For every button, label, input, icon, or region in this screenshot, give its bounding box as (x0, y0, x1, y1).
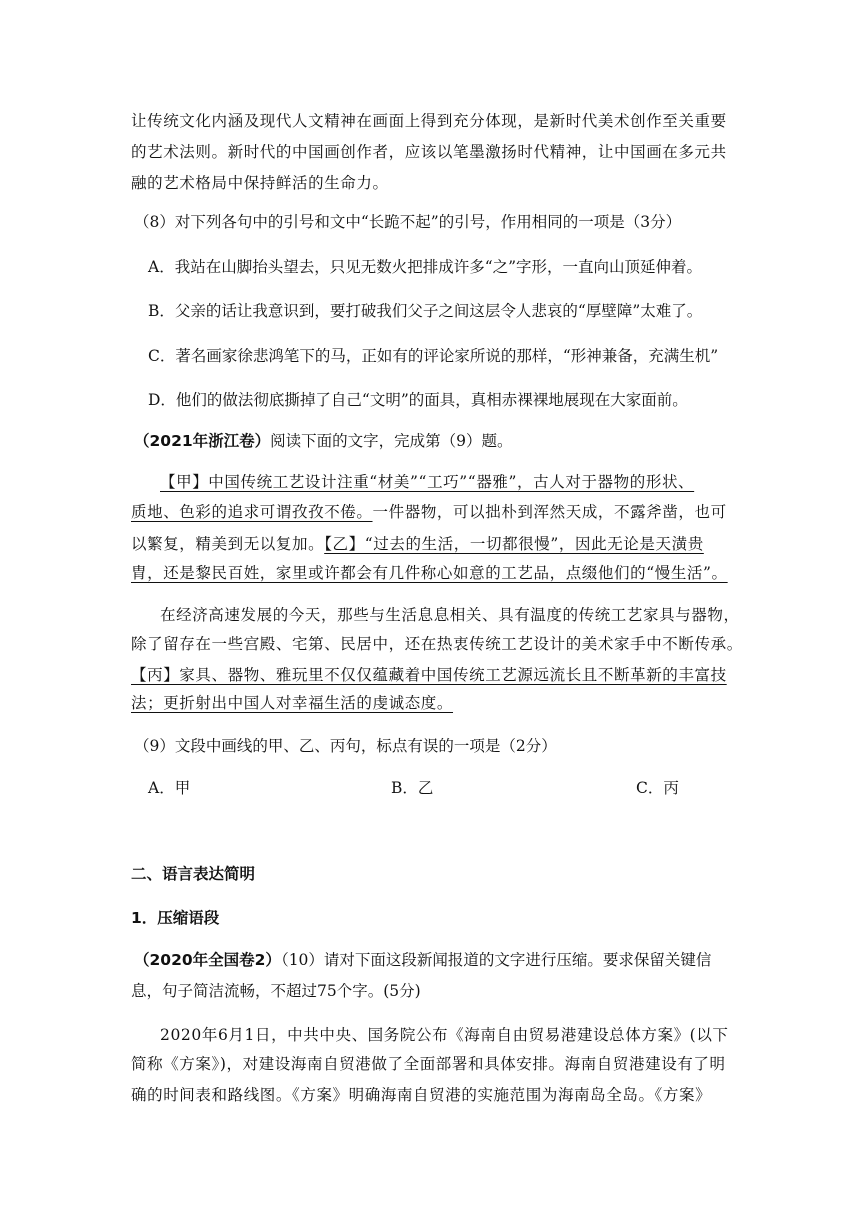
q8-stem: （8）对下列各句中的引号和文中“长跪不起”的引号，作用相同的一项是（3分） (134, 213, 682, 231)
q9-intro-text: 阅读下面的文字，完成第（9）题。 (270, 432, 513, 450)
q8-option-a: A．我站在山脚抬头望去，只见无数火把排成许多“之”字形，一直向山顶延伸着。 (148, 258, 703, 276)
subsection-title: 1．压缩语段 (131, 909, 220, 927)
q10-source: （2020年全国卷2） (134, 951, 281, 969)
passage-p1-line-3 (131, 534, 704, 554)
q8-option-b: B．父亲的话让我意识到，要打破我们父子之间这层令人悲哀的“厚壁障”太难了。 (148, 302, 703, 320)
passage-text: 以繁复，精美到无以复加。 (131, 535, 325, 553)
q8-option-c: C．著名画家徐悲鸿笔下的马，正如有的评论家所说的那样，“形神兼备，充满生机” (148, 347, 719, 365)
passage-p1-line-2 (131, 502, 727, 522)
q9-intro (134, 431, 513, 451)
passage-p2-line-4 (131, 693, 453, 713)
passage-p2-line-1: 在经济高速发展的今天，那些与生活息息相关、具有温度的传统工艺家具与器物， (160, 606, 740, 624)
q9-option-a: A．甲 (148, 779, 191, 797)
q10-stem-line-2: 息，句子简洁流畅，不超过75个字。(5分) (131, 982, 421, 1000)
q9-option-c: C．丙 (636, 779, 679, 797)
sentence-jia-part-1: 【甲】中国传统工艺设计注重“材美”“工巧”“器雅”，古人对于器物的形状、 (160, 473, 695, 491)
news-line-2: 简称《方案》)，对建设海南自贸港做了全面部署和具体安排。海南自贸港建设有了明 (131, 1055, 726, 1073)
sentence-yi-part-2: 胄，还是黎民百姓，家里或许都会有几件称心如意的工艺品，点缀他们的“慢生活”。 (131, 564, 728, 582)
q9-option-b: B．乙 (391, 779, 434, 797)
q10-text: （10）请对下面这段新闻报道的文字进行压缩。要求保留关键信 (280, 951, 712, 969)
sentence-yi-part-1: 【乙】“过去的生活，一切都很慢”，因此无论是天潢贵 (324, 535, 704, 553)
passage-p2-line-2: 除了留存在一些宫殿、宅第、民居中，还在热衷传统工艺设计的美术家手中不断传承。 (131, 635, 743, 653)
sentence-jia-part-2: 质地、色彩的追求可谓孜孜不倦。 (131, 503, 373, 521)
q8-option-d: D．他们的做法彻底撕掉了自己“文明”的面具，真相赤裸裸地展现在大家面前。 (148, 391, 688, 409)
q10-stem-line-1 (134, 950, 711, 970)
intro-line-3: 融的艺术格局中保持鲜活的生命力。 (131, 174, 389, 192)
intro-line-1: 让传统文化内涵及现代人文精神在画面上得到充分体现，是新时代美术创作至关重要 (131, 112, 727, 130)
sentence-bing-part-1: 【丙】家具、器物、雅玩里不仅仅蕴藏着中国传统工艺源远流长且不断革新的丰富技 (131, 666, 727, 684)
news-line-1: 2020年6月1日，中共中央、国务院公布《海南自由贸易港建设总体方案》(以下 (160, 1026, 729, 1044)
sentence-bing-part-2: 法；更折射出中国人对幸福生活的虔诚态度。 (131, 694, 454, 712)
news-line-3: 确的时间表和路线图。《方案》明确海南自贸港的实施范围为海南岛全岛。《方案》 (131, 1086, 712, 1104)
passage-p2-line-3 (131, 665, 727, 685)
section-title: 二、语言表达简明 (131, 865, 256, 883)
passage-p1-line-1 (160, 472, 694, 492)
passage-text: 一件器物，可以拙朴到浑然天成，不露斧凿，也可 (372, 503, 727, 521)
q9-stem: （9）文段中画线的甲、乙、丙句，标点有误的一项是（2分） (134, 737, 557, 755)
passage-p1-line-4 (131, 563, 728, 583)
q9-source: （2021年浙江卷） (134, 432, 271, 450)
intro-line-2: 的艺术法则。新时代的中国画创作者，应该以笔墨激扬时代精神，让中国画在多元共 (131, 143, 727, 161)
